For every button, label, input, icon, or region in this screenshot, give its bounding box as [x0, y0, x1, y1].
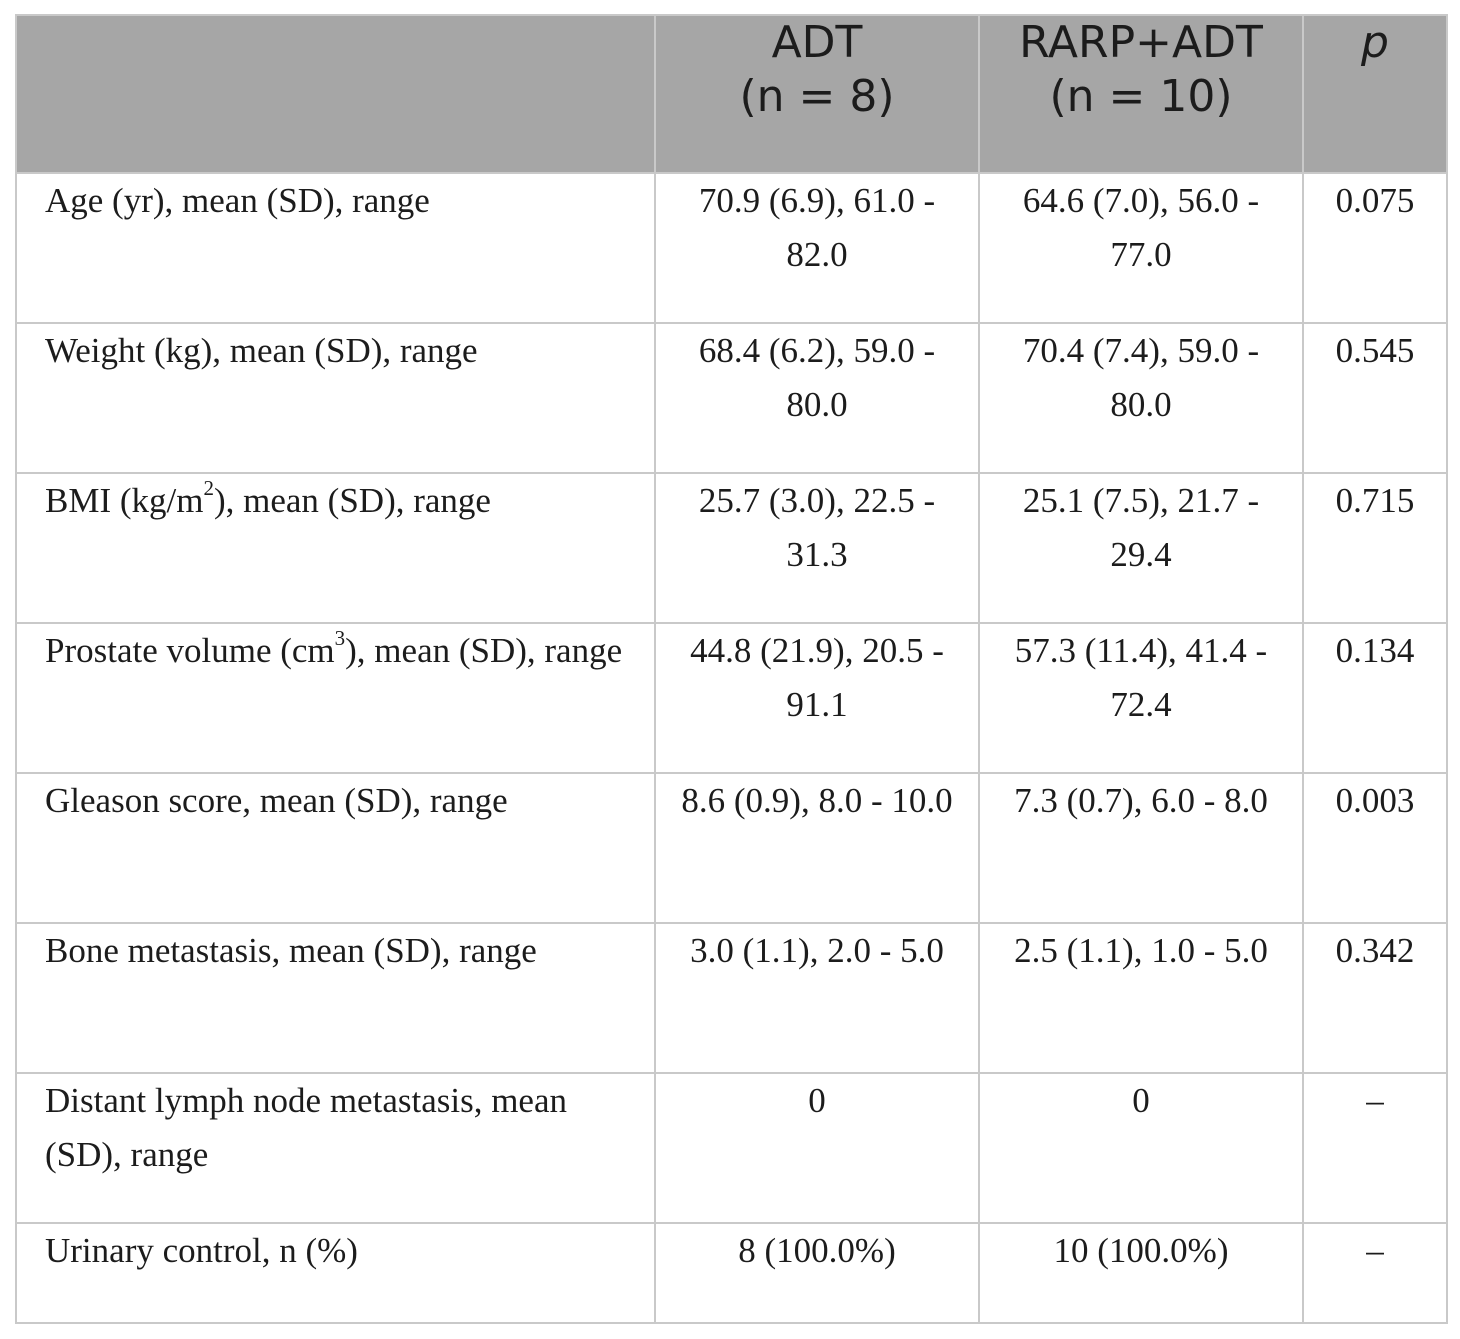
row-label: [16, 1223, 655, 1323]
rarp-adt-value: 10 (100.0%): [979, 1223, 1303, 1323]
table-row: [16, 1223, 1447, 1323]
characteristics-table: [15, 14, 1448, 1324]
table-row: [16, 473, 1447, 623]
row-label: [16, 1073, 655, 1223]
adt-value: 8.6 (0.9), 8.0 - 10.0: [655, 773, 979, 923]
header-rarp-adt: [979, 15, 1303, 173]
p-value: –: [1303, 1073, 1447, 1223]
table-body: [16, 173, 1447, 1323]
row-label: [16, 773, 655, 923]
p-value: –: [1303, 1223, 1447, 1323]
row-label: [16, 323, 655, 473]
adt-value: 3.0 (1.1), 2.0 - 5.0: [655, 923, 979, 1073]
adt-value: 8 (100.0%): [655, 1223, 979, 1323]
header-adt-n: (n = 8): [739, 71, 895, 122]
table-row: [16, 323, 1447, 473]
rarp-adt-value: 0: [979, 1073, 1303, 1223]
adt-value: 25.7 (3.0), 22.5 - 31.3: [655, 473, 979, 623]
p-value: 0.342: [1303, 923, 1447, 1073]
header-p-value: p: [1303, 15, 1447, 173]
table-row: [16, 923, 1447, 1073]
row-label-text: Gleason score, mean (SD), range: [45, 781, 508, 820]
rarp-adt-value: 70.4 (7.4), 59.0 - 80.0: [979, 323, 1303, 473]
header-rarp-adt-n: (n = 10): [1049, 71, 1233, 122]
header-adt-name: ADT: [771, 17, 863, 68]
row-label-text: Bone metastasis, mean (SD), range: [45, 931, 537, 970]
adt-value: 68.4 (6.2), 59.0 - 80.0: [655, 323, 979, 473]
p-value: 0.003: [1303, 773, 1447, 923]
row-label: [16, 173, 655, 323]
header-rarp-adt-name: RARP+ADT: [1019, 17, 1263, 68]
p-value: 0.134: [1303, 623, 1447, 773]
p-value: 0.075: [1303, 173, 1447, 323]
row-label-text: Weight (kg), mean (SD), range: [45, 331, 478, 370]
rarp-adt-value: 7.3 (0.7), 6.0 - 8.0: [979, 773, 1303, 923]
row-label-suffix: ), mean (SD), range: [213, 481, 491, 520]
adt-value: 70.9 (6.9), 61.0 - 82.0: [655, 173, 979, 323]
p-value: 0.545: [1303, 323, 1447, 473]
row-label: [16, 473, 655, 623]
row-label-text: BMI (kg/m: [45, 481, 204, 520]
p-value: 0.715: [1303, 473, 1447, 623]
header-label-cell: [16, 15, 655, 173]
row-label-text: Age (yr), mean (SD), range: [45, 181, 430, 220]
table-row: [16, 773, 1447, 923]
table-row: [16, 1073, 1447, 1223]
row-label: [16, 923, 655, 1073]
row-label-superscript: 2: [203, 476, 214, 501]
adt-value: 0: [655, 1073, 979, 1223]
header-row: [16, 15, 1447, 173]
row-label-text: Distant lymph node metastasis, mean (SD), range: [45, 1081, 567, 1174]
rarp-adt-value: 64.6 (7.0), 56.0 - 77.0: [979, 173, 1303, 323]
adt-value: 44.8 (21.9), 20.5 - 91.1: [655, 623, 979, 773]
rarp-adt-value: 2.5 (1.1), 1.0 - 5.0: [979, 923, 1303, 1073]
row-label: [16, 623, 655, 773]
row-label-text: Prostate volume (cm: [45, 631, 335, 670]
row-label-suffix: ), mean (SD), range: [345, 631, 623, 670]
rarp-adt-value: 25.1 (7.5), 21.7 - 29.4: [979, 473, 1303, 623]
header-adt: [655, 15, 979, 173]
table-row: [16, 173, 1447, 323]
table-row: [16, 623, 1447, 773]
row-label-superscript: 3: [334, 626, 346, 651]
row-label-text: Urinary control, n (%): [45, 1231, 358, 1270]
rarp-adt-value: 57.3 (11.4), 41.4 - 72.4: [979, 623, 1303, 773]
